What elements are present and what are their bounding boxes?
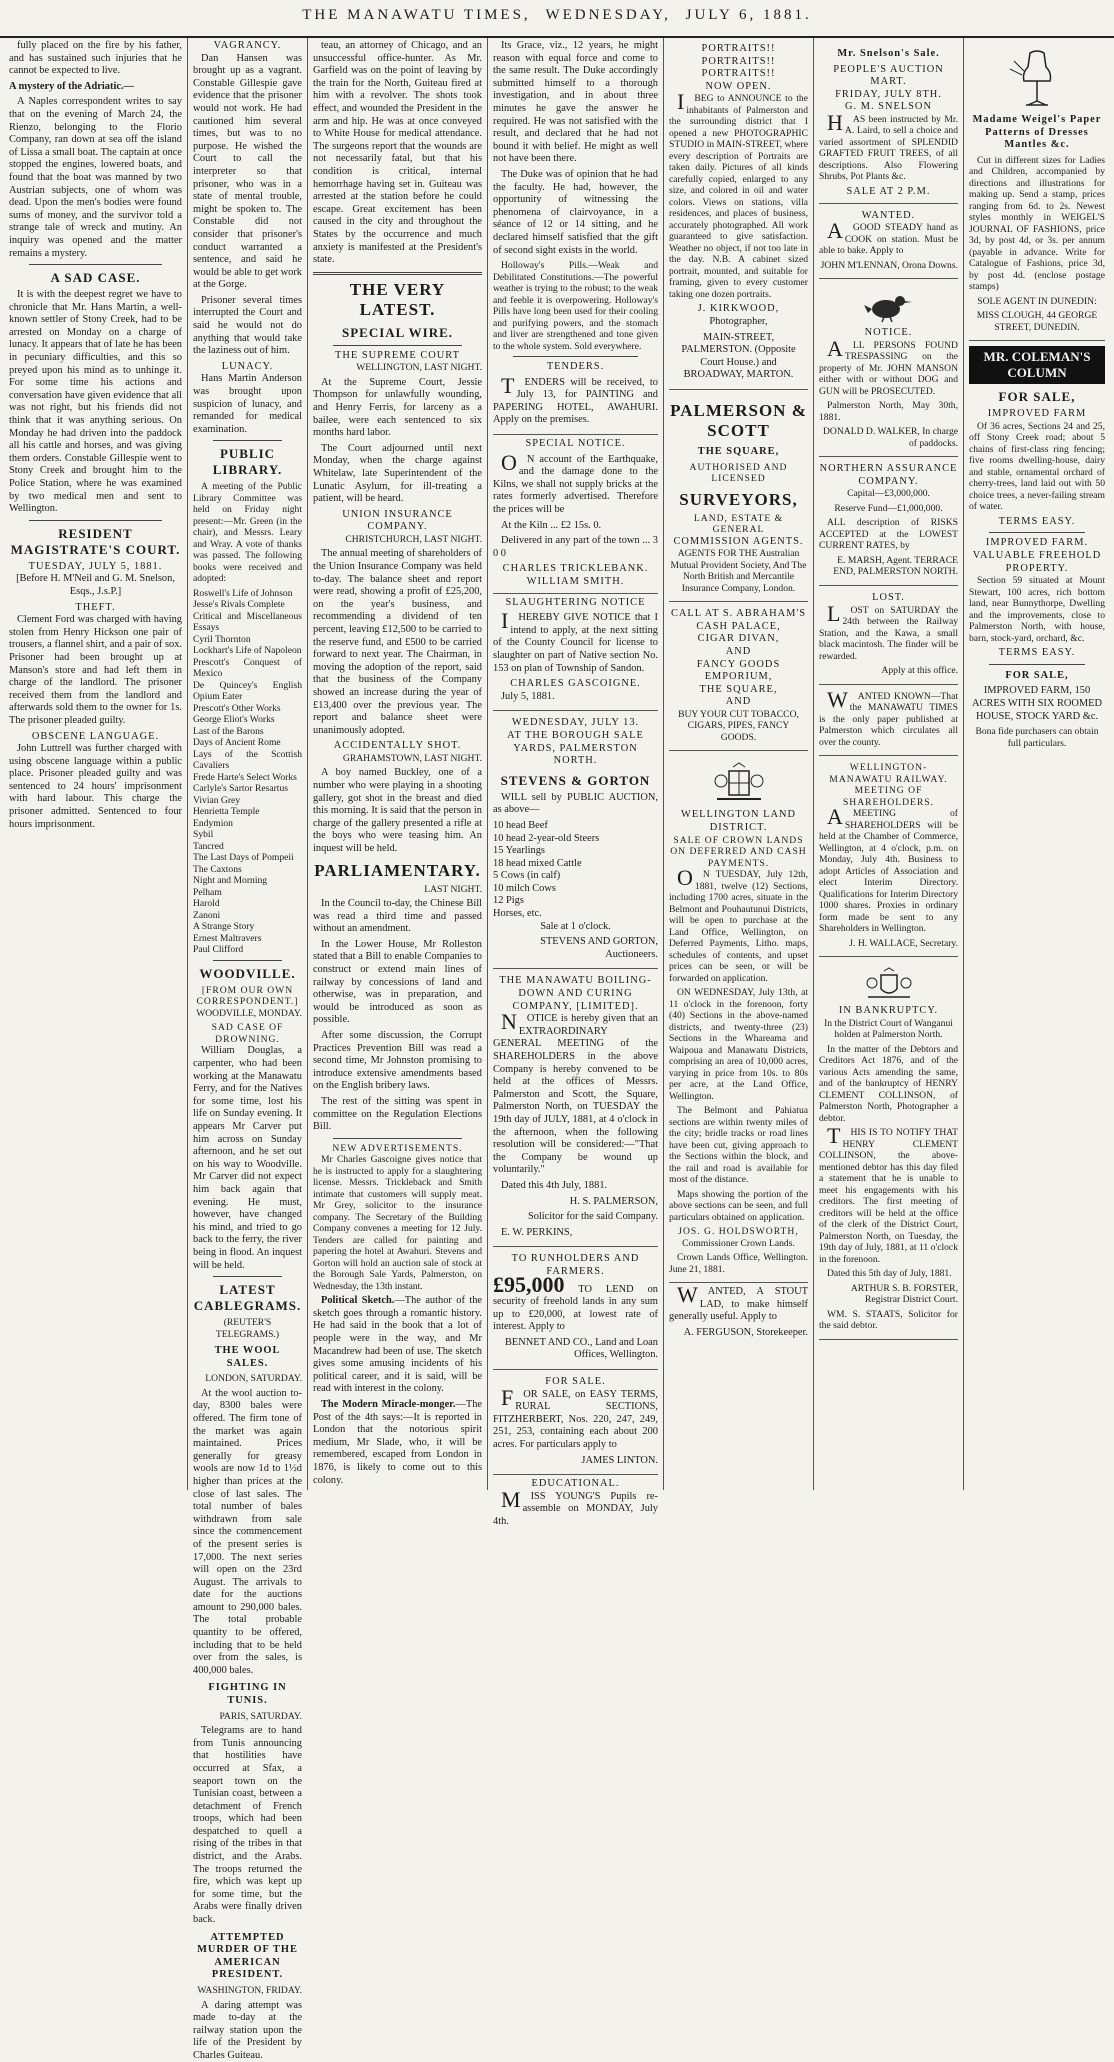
stock-item: 18 head mixed Cattle: [493, 858, 658, 871]
abraham-line: CASH PALACE,: [669, 621, 808, 634]
firm-address: THE SQUARE,: [669, 446, 808, 459]
meeting-signature: J. H. WALLACE, Secretary.: [819, 938, 958, 950]
bankruptcy-text: THIS IS TO NOTIFY THAT HENRY CLEMENT COLLINSON, the above-mentioned debtor has this day filed a statement that he is unable to meet his engagements with his creditors. The first meeting of creditors will be held at the office of the clerk of the District Court, Palmerston North, on Tuesday, the 19th day of July, 1881, at 11 o'clock in the forenoon.: [819, 1127, 958, 1265]
divider: [333, 1138, 462, 1139]
court-heading: RESIDENT MAGISTRATE'S COURT.: [9, 526, 182, 558]
now-open: NOW OPEN.: [669, 81, 808, 94]
book-title: Night and Morning: [193, 875, 302, 887]
for-sale-heading: FOR SALE,: [969, 670, 1105, 683]
meeting-heading: MEETING OF SHAREHOLDERS.: [819, 785, 958, 808]
assurance-text: ALL description of RISKS ACCEPTED at the LOWEST CURRENT RATES, by: [819, 517, 958, 552]
holloway-ad: Holloway's Pills.—Weak and Debilitated Constitutions.—The powerful weather is trying to the robust; to the weak and feeble it is overpowering. Holloway's Pills have long been used for their cooling and purifying powers, and the stomach and liver are strengthened and tone given to the whole system. Sold everywhere.: [493, 260, 658, 352]
bankruptcy-signature: ARTHUR S. B. FORSTER, Registrar District Court.: [819, 1283, 958, 1306]
theft-heading: THEFT.: [9, 602, 182, 615]
photographer-name: J. KIRKWOOD,: [669, 303, 808, 316]
book-title: A Strange Story: [193, 921, 302, 933]
wool-date: LONDON, SATURDAY.: [193, 1373, 302, 1385]
snelson-ad: [819, 40, 958, 204]
article-text: Its Grace, viz., 12 years, he might reason with equal force and come to the same result. The Duke accordingly submitted himself to a thorough investigation, and in about three minutes he gave the answer he required. He was not satisfied with the result, and declared that he had not bound it with belief. He might as well not have been there.: [493, 40, 658, 166]
coat-of-arms-icon: [709, 761, 769, 805]
auction-date: WEDNESDAY, JULY 13.: [493, 717, 658, 730]
bankruptcy-heading: IN BANKRUPTCY.: [819, 1005, 958, 1018]
court-date: TUESDAY, JULY 5, 1881.: [9, 561, 182, 574]
column-1: [4, 38, 188, 1490]
delivered-price: Delivered in any part of the town ... 3 0 0: [493, 535, 658, 560]
book-title: De Quincey's English Opium Eater: [193, 680, 302, 703]
divider: [213, 440, 282, 441]
runholders-heading: TO RUNHOLDERS AND FARMERS.: [493, 1253, 658, 1278]
crown-signature-2: Commissioner Crown Lands.: [669, 1238, 808, 1250]
lost-text: LOST on SATURDAY the 24th between the Railway Station, and the Kawa, a small black macintosh. The finder will be rewarded.: [819, 605, 958, 663]
photographer-title: Photographer,: [669, 316, 808, 329]
notice-heading: NOTICE.: [819, 327, 958, 340]
loan-amount: £95,000: [493, 1272, 565, 1297]
special-text: ON account of the Earthquake, and the damage done to the Kilns, we shall not supply bricks at the rates formerly advertised. Therefore the prices will be: [493, 454, 658, 517]
adriatic-heading: A mystery of the Adriatic.—: [9, 81, 182, 94]
madame-text: Cut in different sizes for Ladies and Children, accompanied by directions and illustrations for making up. Send a stamp, prices ranging from 6d. to 2s. Newest styles monthly in WEIGEL'S JOURNAL OF FASHIONS, price 3d, by post 4d, or 3s. per annum (payable in advance. Write for Catalogue of Fashions, price 3d, by post 4d. (enclose postage stamps): [969, 155, 1105, 293]
auctioneer-name: STEVENS & GORTON: [493, 773, 658, 789]
boiling-signature-2: Solicitor for the said Company.: [493, 1211, 658, 1224]
book-title: Sybil: [193, 829, 302, 841]
book-title: Harold: [193, 898, 302, 910]
trespass-ad: [819, 282, 958, 457]
bankruptcy-court: In the District Court of Wanganui holden at Palmerston North.: [819, 1018, 958, 1041]
divider: [29, 264, 162, 265]
crown-lands-ad: [669, 754, 808, 1283]
column-5: [664, 38, 814, 1490]
shot-date: GRAHAMSTOWN, LAST NIGHT.: [313, 753, 482, 765]
article-text: teau, an attorney of Chicago, and an unsuccessful office-hunter. As Mr. Garfield was on the point of leaving by the train for the North, Guiteau fired at him with a revolver. The shots took effect, and wounded the President in the arm and hip. He was at once conveyed to White House for medical attendance. The surgeons report that the wounds are not necessarily fatal, but that his condition is critical, internal hemorrhage having set in. Guiteau was arrested at the station before he could escape. Great excitement has been caused in the city and throughout the States by the occurrence and much anxiety is manifested at the President's state.: [313, 40, 482, 267]
lost-heading: LOST.: [819, 592, 958, 605]
crown-text: ON TUESDAY, July 12th, 1881, twelve (12) Sections, including 1700 acres, situate in the Belmont and Pouhautunui Districts, will be open to purchase at the Land Office, Wellington, on Deferred Payments, Litho. maps, schedules of contents, and upset prices can be seen, or will be forwarded on application.: [669, 869, 808, 984]
book-title: Prescott's Other Works: [193, 703, 302, 715]
sale-time: SALE AT 2 P.M.: [819, 186, 958, 199]
article-text: Telegrams are to hand from Tunis announcing that hostilities have occurred at Sfax, a seaport town on the Tunisian coast, between a detachment of French troops, which had been despatched to quell a rising of the tribes in that district, and the Arabs. The troops returned the fire, which was kept up for some time, but the Arabs were finally driven back.: [193, 1725, 302, 1927]
book-title: Critical and Miscellaneous Essays: [193, 611, 302, 634]
wanted-lad-signature: A. FERGUSON, Storekeeper.: [669, 1327, 808, 1340]
book-title: George Eliot's Works: [193, 714, 302, 726]
column-2: [188, 38, 308, 1490]
union-date: CHRISTCHURCH, LAST NIGHT.: [313, 534, 482, 546]
cables-heading: LATEST CABLEGRAMS.: [193, 1282, 302, 1314]
tenders-heading: TENDERS.: [493, 361, 658, 374]
abraham-list: [669, 621, 808, 709]
madame-address: MISS CLOUGH, 44 GEORGE STREET, DUNEDIN.: [969, 310, 1105, 333]
abraham-line: THE SQUARE,: [669, 684, 808, 697]
bankruptcy-text: In the matter of the Debtors and Creditors Act 1876, and of the various Acts amending the same, and of the bankruptcy of HENRY CLEMENT COLLINSON, of Palmerston North, Photographer a debtor.: [819, 1044, 958, 1125]
newspaper-columns: [4, 38, 1110, 1490]
wanted-heading: WANTED.: [819, 210, 958, 223]
abraham-line: CIGAR DIVAN,: [669, 633, 808, 646]
woodville-date: WOODVILLE, MONDAY.: [193, 1008, 302, 1020]
crown-text: ON WEDNESDAY, July 13th, at 11 o'clock in the forenoon, forty (40) Sections in the above-named districts, and twenty-three (23) Sections in the Whareama and Waipoua and Manawatu Districts, comprising an area of 10,000 acres, varying in price from 10s. to 80s per acre, at the Land Office, Wellington.: [669, 987, 808, 1102]
terms-easy: TERMS EASY.: [969, 647, 1105, 660]
auction-ad: [493, 714, 658, 969]
article-text: Clement Ford was charged with having stolen from Henry Hickson one pair of trousers, a flannel shirt, and a pair of sox. Prisoner had been brought up at Manson's store and had left them in charge of the landlord. The prisoner received them from the landlord and afterwards sold them to the owner for 1s. The prisoner pleaded guilty.: [9, 614, 182, 727]
slaughter-signature: CHARLES GASCOIGNE.: [493, 678, 658, 691]
farm3-note: Bona fide purchasers can obtain full particulars.: [969, 726, 1105, 749]
farm-text: Of 36 acres, Sections 24 and 25, off Stony Creek road; about 5 chains of first-class ring fencing; five rooms dwelling-house, dairy and stable, ornamental orchard of cherry-trees, land laid out with 50 choice trees, a never-failing stream of water.: [969, 421, 1105, 513]
bankruptcy-date: Dated this 5th day of July, 1881.: [819, 1268, 958, 1280]
educational-text: MISS YOUNG'S Pupils re-assemble on MONDAY, July 4th.: [493, 1491, 658, 1529]
article-text: A Naples correspondent writes to say that on the evening of March 24, the Rienzo, belonging to the Florio Company, ran down at sea off the island of Lissa a small boat. The captain at once stopped the engines, lowered boats, and found that the boat was manned by two Austrian subjects, one of whom was dead. Upon the men's bodies were found sums of money, and the survivor told a strange tale of wreck and mutiny. An inquiry was opened and the matter remains a mystery.: [9, 96, 182, 260]
educational-heading: EDUCATIONAL.: [493, 1478, 658, 1491]
divider: [333, 345, 462, 346]
boiling-heading: THE MANAWATU BOILING-DOWN AND CURING COMPANY, [LIMITED].: [493, 975, 658, 1013]
madame-heading: Madame Weigel's Paper Patterns of Dresses Mantles &c.: [969, 114, 1105, 152]
miracle-text: —The Post of the 4th says:—It is reported in London that the notorious spirit medium, Mr Slade, who, it will be remembered, escaped from London in 1876, is likely to come out to this colony.: [313, 1399, 482, 1486]
book-title: Ernest Maltravers: [193, 933, 302, 945]
column-7: [964, 38, 1110, 1490]
book-title: Jesse's Rivals Complete: [193, 599, 302, 611]
article-text: The Court adjourned until next Monday, when the charge against Whitelaw, late Superintendent of the Lunatic Asylum, for ill-treating a patient, will be heard.: [313, 443, 482, 506]
book-title: Vivian Grey: [193, 795, 302, 807]
article-text: A daring attempt was made to-day at the railway station upon the life of the President by Charles Guiteau.: [193, 2000, 302, 2062]
lost-ad: [819, 589, 958, 685]
union-heading: UNION INSURANCE COMPANY.: [313, 509, 482, 534]
drowning-heading: SAD CASE OF DROWNING.: [193, 1022, 302, 1045]
article-text: In the Lower House, Mr Rolleston stated that a Bill to enable Companies to construct or extend main lines of railway by concessions of land and otherwise, was in preparation, and would be introduced as soon as possible.: [313, 939, 482, 1027]
sketch-heading: Political Sketch.: [321, 1295, 394, 1306]
firm-name: PALMERSON & SCOTT: [669, 401, 808, 441]
auctioneer-name: G. M. SNELSON: [819, 101, 958, 114]
book-title: Days of Ancient Rome: [193, 737, 302, 749]
tunis-heading: FIGHTING IN TUNIS.: [193, 1682, 302, 1707]
stock-item: 10 milch Cows: [493, 883, 658, 896]
parliamentary-heading: PARLIAMENTARY.: [313, 861, 482, 881]
wanted-known-text: WANTED KNOWN—That the MANAWATU TIMES is the only paper published at Palmerston which circulates all over the county.: [819, 691, 958, 749]
for-sale-heading: FOR SALE.: [493, 1376, 658, 1389]
article-text: The Duke was of opinion that he had the faculty. He had, however, the opportunity of witnessing the phenomena of clairvoyance, in a séance of 12 or 14 sitting, and he declared himself satisfied that the gift of second sight exists in the world.: [493, 169, 658, 257]
woodville-sub: [FROM OUR OWN CORRESPONDENT.]: [193, 985, 302, 1008]
book-title: Tancred: [193, 841, 302, 853]
firm-line: AUTHORISED AND LICENSED: [669, 462, 808, 485]
dress-form-icon: [1002, 47, 1072, 109]
cables-sub: (REUTER'S TELEGRAMS.): [193, 1317, 302, 1340]
article-text: The rest of the sitting was spent in committee on the Regulation Elections Bill.: [313, 1096, 482, 1134]
madame-weigel-ad: [969, 40, 1105, 341]
divider: [213, 1276, 282, 1277]
farm3-text: IMPROVED FARM, 150 ACRES WITH SIX ROOMED HOUSE, STOCK YARD &c.: [969, 685, 1105, 723]
for-sale-heading: FOR SALE,: [969, 389, 1105, 405]
agents-text: AGENTS FOR THE Australian Mutual Provident Society, And The North British and Mercantile Insurance Company, London.: [669, 548, 808, 594]
book-title: Prescott's Conquest of Mexico: [193, 657, 302, 680]
new-ads-heading: NEW ADVERTISEMENTS.: [313, 1143, 482, 1155]
book-title: Lays of the Scottish Cavaliers: [193, 749, 302, 772]
article-text: fully placed on the fire by his father, and has sustained such injuries that he cannot be expected to live.: [9, 40, 182, 78]
crown-heading: WELLINGTON LAND DISTRICT.: [669, 809, 808, 834]
book-title: Zanoni: [193, 910, 302, 922]
lunacy-heading: LUNACY.: [193, 361, 302, 374]
wire-heading: SPECIAL WIRE.: [313, 325, 482, 341]
loan-signature: BENNET AND CO., Land and Loan Offices, Wellington.: [493, 1337, 658, 1362]
article-text: [313, 1295, 482, 1396]
article-text: At the wool auction to-day, 8300 bales were offered. The firm tone of the market was again maintained. Prices generally for greasy wools are now 1d to 1½d higher than prices at the close of last sales. The total number of bales withdrawn from sale since the commencement of the present series is 17,000. The next series will open on the 23rd August. The arrivals to date for the auctions amount to 290,000 bales. The total probable quantity to be offered, including that to be held over from the sales, is 400,000 bales.: [193, 1388, 302, 1678]
railway-heading: WELLINGTON-MANAWATU RAILWAY.: [819, 762, 958, 785]
divider: [313, 272, 482, 275]
article-text: A meeting of the Public Library Committee was held on Friday night present:—Mr. Green (in the chair), and Messrs. Leary and Wray. A vote of thanks was passed. The following books were received and adopted:: [193, 481, 302, 585]
boiling-text: NOTICE is hereby given that an EXTRAORDINARY GENERAL MEETING of the SHAREHOLDERS in the above Company is hereby convened to be held at the offices of Messrs. Palmerston and Scott, the Square, Palmerston North, on TUESDAY the 19th day of JULY, 1881, at 4 o'clock in the afternoon, when the following resolution will be considered:—"That the Company be wound up voluntarily.": [493, 1013, 658, 1177]
photographer-address: MAIN-STREET, PALMERSTON. (Opposite Court House.) and BROADWAY, MARTON.: [669, 332, 808, 382]
coleman-heading: MR. COLEMAN'S COLUMN: [969, 346, 1105, 384]
wool-heading: THE WOOL SALES.: [193, 1345, 302, 1370]
column-4: [488, 38, 664, 1490]
court-bench: [Before H. M'Neil and G. M. Snelson, Esqs., J.s.P.]: [9, 573, 182, 598]
crown-text: The Belmont and Pahiatua sections are within twenty miles of the city; bridle tracks or road lines have been cut, giving approach to the Sections within the block, and the rail and road is available for most of the distance.: [669, 1105, 808, 1186]
auction-place: AT THE BOROUGH SALE YARDS, PALMERSTON NORTH.: [493, 730, 658, 768]
woodville-heading: WOODVILLE.: [193, 966, 302, 982]
auction-intro: WILL sell by PUBLIC AUCTION, as above—: [493, 792, 658, 817]
masthead: [0, 0, 1114, 38]
crown-subheading: SALE OF CROWN LANDS ON DEFERRED AND CASH PAYMENTS.: [669, 835, 808, 870]
wanted-cook-ad: [819, 207, 958, 280]
murder-heading: ATTEMPTED MURDER OF THE AMERICAN PRESIDENT.: [193, 1932, 302, 1982]
snelson-text: HAS been instructed by Mr. A. Laird, to sell a choice and varied assortment of SPLENDID GRAFTED FRUIT TREES, of all descriptions. Also Flowering Shrubs, Pot Plants &c.: [819, 114, 958, 183]
library-heading: PUBLIC LIBRARY.: [193, 446, 302, 478]
lost-apply: Apply at this office.: [819, 665, 958, 677]
firm-line: SURVEYORS,: [669, 490, 808, 510]
column-6: [814, 38, 964, 1490]
latest-heading: THE VERY LATEST.: [313, 280, 482, 320]
freehold-heading: VALUABLE FREEHOLD PROPERTY.: [969, 550, 1105, 575]
paper-name: THE MANAWATU TIMES,: [302, 7, 530, 23]
issue-day: WEDNESDAY,: [545, 7, 670, 23]
railway-ad: [819, 759, 958, 957]
assurance-signature: E. MARSH, Agent. TERRACE END, PALMERSTON NORTH.: [819, 555, 958, 578]
article-text: In the Council to-day, the Chinese Bill was read a third time and passed without an amendment.: [313, 898, 482, 936]
abraham-small: BUY YOUR CUT TOBACCO, CIGARS, PIPES, FANCY GOODS.: [669, 709, 808, 744]
abraham-ad: [669, 605, 808, 751]
stock-item: 10 head Beef: [493, 820, 658, 833]
sale-ad: [493, 1373, 658, 1475]
book-title: Frede Harte's Select Works: [193, 772, 302, 784]
notice-signature: DONALD D. WALKER, In charge of paddocks.: [819, 426, 958, 449]
column-3: [308, 38, 488, 1490]
sale-date: FRIDAY, JULY 8TH.: [819, 89, 958, 102]
abraham-line: AND: [669, 646, 808, 659]
article-text: Prisoner several times interrupted the Court and said he would not do anything that would take the laziness out of him.: [193, 295, 302, 358]
portraits-heading: PORTRAITS!! PORTRAITS!! PORTRAITS!!: [669, 43, 808, 81]
sketch-text: —The author of the sketch goes through a romantic history. He had said in the book that a lot of people were in the way, and Mr Macandrew had been of use. The sketch gives some amusing incidents of his political career, and it is said, will be read with interest in the colony.: [313, 1295, 482, 1394]
tenders-ad: [493, 374, 658, 435]
loan-ad: [493, 1250, 658, 1370]
abraham-line: FANCY GOODS EMPORIUM,: [669, 659, 808, 684]
abraham-line: AND: [669, 696, 808, 709]
assurance-heading: NORTHERN ASSURANCE COMPANY.: [819, 463, 958, 488]
surveyors-ad: [669, 393, 808, 602]
supreme-heading: THE SUPREME COURT: [313, 350, 482, 363]
article-text: At the Supreme Court, Jessie Thompson for unlawfully wounding, and Henry Ferris, for larceny as a bailee, were each sentenced to six months hard labor.: [313, 377, 482, 440]
special-notice-ad: [493, 451, 658, 594]
book-title: Paul Clifford: [193, 944, 302, 956]
book-title: Carlyle's Sartor Resartus: [193, 783, 302, 795]
slaughter-date: July 5, 1881.: [493, 691, 658, 704]
book-title: Roswell's Life of Johnson: [193, 588, 302, 600]
article-text: After some discussion, the Corrupt Practices Prevention Bill was read a second time, Mr Johnston promising to introduce extensive amendments based on the English bribery laws.: [313, 1030, 482, 1093]
farm-heading: IMPROVED FARM.: [969, 537, 1105, 550]
stock-item: 5 Cows (in calf): [493, 870, 658, 883]
abraham-heading: CALL AT S. ABRAHAM'S: [669, 608, 808, 621]
divider: [213, 960, 282, 961]
stock-item: Horses, etc.: [493, 908, 658, 921]
book-title: Henrietta Temple: [193, 806, 302, 818]
freehold-text: Section 59 situated at Mount Stewart, 100 acres, rich bottom land, near Bunnythorpe, Dwelling and the improvements, close to Palmerston North, with house, barn, stock-yard, orchard, &c.: [969, 575, 1105, 644]
crown-signature: JOS. G. HOLDSWORTH,: [669, 1226, 808, 1238]
stock-item: 10 head 2-year-old Steers: [493, 833, 658, 846]
crown-signature-3: Crown Lands Office, Wellington. June 21, 1881.: [669, 1252, 808, 1275]
slaughter-heading: SLAUGHTERING NOTICE: [493, 597, 658, 610]
tenders-text: TENDERS will be received, to July 13, for PAINTING and PAPERING HOTEL, AWAHURI. Apply on the premises.: [493, 377, 658, 427]
article-text: John Luttrell was further charged with using obscene language within a public place. Prisoner pleaded guilty and was sentenced to 24 hours' imprisonment with hard labour. This charge the prisoner admitted. Sentenced to four hours imprisonment.: [9, 743, 182, 831]
wanted-known-ad: [819, 688, 958, 757]
slaughter-text: IHEREBY GIVE NOTICE that I intend to apply, at the next sitting of the County Council for license to slaughter on part of Native section No. 153 on plan of Township of Sandon.: [493, 612, 658, 675]
supreme-date: WELLINGTON, LAST NIGHT.: [313, 362, 482, 374]
book-title: Cyril Thornton: [193, 634, 302, 646]
notice-date: Palmerston North, May 30th, 1881.: [819, 400, 958, 423]
bankruptcy-ad: [819, 960, 958, 1340]
wanted-signature: JOHN M'LENNAN, Orona Downs.: [819, 260, 958, 272]
slaughter-ad: [493, 609, 658, 711]
kiln-price: At the Kiln ... £2 15s. 0.: [493, 520, 658, 533]
shot-heading: ACCIDENTALLY SHOT.: [313, 740, 482, 753]
language-heading: OBSCENE LANGUAGE.: [9, 731, 182, 744]
crown-text: Maps showing the portion of the above sections can be seen, and full particulars obtained on application.: [669, 1189, 808, 1224]
brick-signature: WILLIAM SMITH.: [493, 576, 658, 589]
boiling-signature: H. S. PALMERSON,: [493, 1196, 658, 1209]
divider: [29, 520, 162, 521]
snelson-heading: Mr. Snelson's Sale.: [819, 48, 958, 61]
firm-line: LAND, ESTATE & GENERAL: [669, 513, 808, 536]
for-sale-text: FOR SALE, on EASY TERMS, RURAL SECTIONS, FITZHERBERT, Nos. 220, 247, 249, 251, 253, containing each about 200 acres. For particulars apply to: [493, 1389, 658, 1452]
brick-signature: CHARLES TRICKLEBANK.: [493, 563, 658, 576]
notice-text: ALL PERSONS FOUND TRESPASSING on the property of Mr. JOHN MANSON either with or without DOG and GUN will be PROSECUTED.: [819, 340, 958, 398]
vagrancy-heading: VAGRANCY.: [193, 40, 302, 53]
madame-agent: SOLE AGENT IN DUNEDIN:: [969, 296, 1105, 308]
book-title: Pelham: [193, 887, 302, 899]
book-title: Endymion: [193, 818, 302, 830]
bankruptcy-signature-2: WM. S. STAATS, Solicitor for the said debtor.: [819, 1309, 958, 1332]
portrait-text: IBEG to ANNOUNCE to the inhabitants of Palmerston and the surrounding district that I opened a new PHOTOGRAPHIC STUDIO in MAIN-STREET, where every description of Portraits are taken daily. Pictures of all kinds carefully copied, enlarged to any size, and colored in oil and water colors. Views on stations, villa residences, and places of business, accurately photographed. All work guaranteed to give satisfaction. Weather no object, if not too late in the day. N.B. A cabinet sized portrait, mounted, and suitable for framing, given to every customer taking one dozen portraits.: [669, 93, 808, 300]
book-title: Last of the Barons: [193, 726, 302, 738]
article-text: A boy named Buckley, one of a number who were playing in a shooting gallery, got shot in the breast and died this morning. It is said that the person in charge of the gallery presented a rifle at the boys who were teasing him. An inquest will be held.: [313, 767, 482, 855]
miracle-heading: The Modern Miracle-monger.: [321, 1399, 455, 1410]
book-title: Lockhart's Life of Napoleon: [193, 645, 302, 657]
special-notice-heading: SPECIAL NOTICE.: [493, 438, 658, 451]
parliamentary-date: LAST NIGHT.: [313, 884, 482, 896]
article-text: The annual meeting of shareholders of the Union Insurance Company was held to-day. The balance sheet and report were read, showing a profit of £25,200, on the year's business, and recommending a dividend of ten percent, leaving £12,500 to be carried to the reserve fund, and £500 to be carried forward to next year. The Chairman, in moving the adoption of the report, said that the business of the Company showed an increase during the year of £13,400 over the previous year. The report and balance sheet were unanimously adopted.: [313, 548, 482, 737]
for-sale-signature: JAMES LINTON.: [493, 1455, 658, 1468]
assurance-ad: [819, 460, 958, 586]
article-text: [313, 1399, 482, 1487]
article-text: Hans Martin Anderson was brought upon suspicion of lunacy, and remanded for medical examination.: [193, 373, 302, 436]
sad-case-heading: A SAD CASE.: [9, 270, 182, 286]
boiling-ad: [493, 972, 658, 1247]
capital: Capital—£3,000,000.: [819, 488, 958, 500]
farm-heading: IMPROVED FARM: [969, 408, 1105, 421]
book-title: The Last Days of Pompeii: [193, 852, 302, 864]
royal-arms-icon: [864, 967, 914, 1001]
boiling-date: Dated this 4th July, 1881.: [493, 1180, 658, 1193]
sale-time: Sale at 1 o'clock.: [493, 921, 658, 934]
loan-text: TO LEND on security of freehold lands in any sum up to £20,000, at lowest rate of interest. Apply to: [493, 1284, 658, 1333]
issue-date: JULY 6, 1881.: [686, 7, 812, 23]
article-text: William Douglas, a carpenter, who had been working at the Manawatu Ferry, and for the Natives for some time, lost his life on Sunday evening. It appears Mr Carver put him across on Sunday afternoon, and he set out on his way to Woodville. Mr Carver did not expect him back again that evening. He must, however, have changed his mind, and tried to go back to the ferry, the river being in flood. An inquest will be held.: [193, 1045, 302, 1272]
bird-icon: [862, 289, 916, 323]
meeting-text: AMEETING of SHAREHOLDERS will be held at the Chamber of Commerce, Wellington, at 4 o'clock, p.m. on Monday, July 4th. Business to adopt Articles of Association and elect Interim Directory. Qualifications for Interim Directory 1000 shares. Proxies in ordinary form made be sent to any Shareholders in Wellington.: [819, 808, 958, 935]
wanted-lad-text: WANTED, A STOUT LAD, to make himself generally useful. Apply to: [669, 1286, 808, 1324]
book-list: [193, 588, 302, 956]
mart-heading: PEOPLE'S AUCTION MART.: [819, 64, 958, 89]
portrait-ad: [669, 40, 808, 390]
firm-line: COMMISSION AGENTS.: [669, 536, 808, 549]
article-text: Mr Charles Gascoigne gives notice that he is instructed to apply for a slaughtering license. Messrs. Trickleback and Smith intimate that customers will supply meat. Mr Grey, solicitor to the insurance company. The Secretary of the Building Company convenes a meeting for 12 July. Tenders are called for painting and papering the hotel at Awahuri. Stevens and Gorton will hold an auction sale of stock at the Borough Sale Yards, Palmerston, on Wednesday, the 13th instant.: [313, 1154, 482, 1292]
article-text: It is with the deepest regret we have to chronicle that Mr. Hans Martin, a well-known settler of Stony Creek, had to be arrested on Monday on a charge of lunacy. It appears that of late he has been in pecuniary difficulties, and this so preyed upon his mind as to unhinge it. For some time his actions and conversation have given evidence that all was not right, but his friends did not think that it was anything serious. On Monday he had driven into the paddock all his cattle and horses, and was giving them orders. Constable Gillespie went to Stony Creek and brought him to the Police Station, where he was examined by two medical men and sent to Wellington.: [9, 289, 182, 516]
perkins: E. W. PERKINS,: [493, 1227, 658, 1240]
stock-item: 15 Yearlings: [493, 845, 658, 858]
stock-list: [493, 820, 658, 921]
tunis-date: PARIS, SATURDAY.: [193, 1711, 302, 1723]
auctioneer-signature: STEVENS AND GORTON, Auctioneers.: [493, 936, 658, 961]
stock-item: 12 Pigs: [493, 895, 658, 908]
book-title: The Caxtons: [193, 864, 302, 876]
wanted-text: AGOOD STEADY hand as COOK on station. Must be able to bake. Apply to: [819, 222, 958, 257]
divider: [513, 356, 638, 357]
reserve-fund: Reserve Fund—£1,000,000.: [819, 503, 958, 515]
article-text: Dan Hansen was brought up as a vagrant. Constable Gillespie gave evidence that the prisoner would not work. He had cautioned him several times, but was to no purpose. He wished the Court to call the interpreter so that prisoner, who was in a state of mental trouble, might be spoken to. The Constable did not consider that prisoner's conduct warranted a sentence, and said he would be able to get work at the Gorge.: [193, 53, 302, 292]
murder-date: WASHINGTON, FRIDAY.: [193, 1985, 302, 1997]
terms-easy: TERMS EASY.: [969, 516, 1105, 529]
divider: [989, 664, 1085, 665]
divider: [989, 532, 1085, 533]
